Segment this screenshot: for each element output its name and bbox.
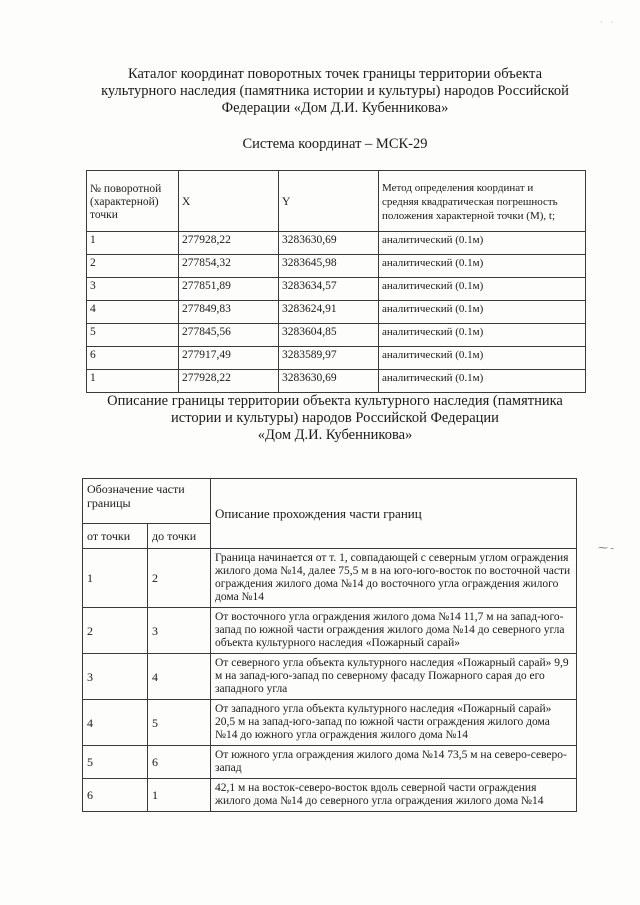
table-row [87, 278, 586, 301]
method: аналитический (0.1м) [379, 347, 586, 370]
segment-description: От южного угла ограждения жилого дома №14 73,5 м на северо-северо-запад [211, 746, 577, 779]
header-to-point: до точки [148, 524, 211, 549]
coord-x: 277928,22 [179, 232, 279, 255]
coord-x: 277928,22 [179, 370, 279, 393]
coord-x: 277845,56 [179, 324, 279, 347]
coord-y: 3283604,85 [279, 324, 379, 347]
description-title-line: «Дом Д.И. Кубенникова» [257, 427, 413, 443]
coordinates-table [86, 170, 586, 393]
table-row [87, 232, 586, 255]
catalog-title-line: Каталог координат поворотных точек границы территории объекта [127, 66, 542, 82]
table-row [87, 255, 586, 278]
point-number: 1 [87, 370, 179, 393]
point-number: 6 [87, 347, 179, 370]
from-point: 4 [83, 700, 148, 746]
to-point: 4 [148, 654, 211, 700]
method: аналитический (0.1м) [379, 232, 586, 255]
header-text: Метод определения координат и [382, 182, 534, 194]
coord-y: 3283589,97 [279, 347, 379, 370]
catalog-title-line: Федерации «Дом Д.И. Кубенникова» [221, 100, 449, 116]
header-y: Y [279, 171, 379, 232]
coord-x: 277854,32 [179, 255, 279, 278]
header-method [379, 171, 586, 232]
header-text: (характерной) [90, 195, 159, 208]
method: аналитический (0.1м) [379, 255, 586, 278]
from-point: 2 [83, 608, 148, 654]
method: аналитический (0.1м) [379, 324, 586, 347]
header-point-number [87, 171, 179, 232]
segment-description: От восточного угла ограждения жилого дома №14 11,7 м на запад-юго-запад по южной части ограждения жилого дома №14 до северного угла объекта культурного наследия «Пожарный сарай» [211, 608, 577, 654]
catalog-title-line: культурного наследия (памятника истории и культуры) народов Российской [101, 83, 569, 99]
description-title-line: истории и культуры) народов Российской Федерации [171, 410, 499, 426]
from-point: 3 [83, 654, 148, 700]
scan-speckles: · · [600, 18, 617, 27]
header-text: положения характерной точки (М), t; [382, 210, 556, 222]
table-row [83, 779, 577, 812]
header-description: Описание прохождения части границ [211, 479, 577, 549]
method: аналитический (0.1м) [379, 301, 586, 324]
method: аналитический (0.1м) [379, 278, 586, 301]
coordinate-system-label: Система координат – МСК-29 [242, 136, 428, 152]
from-point: 5 [83, 746, 148, 779]
to-point: 1 [148, 779, 211, 812]
table-row [87, 301, 586, 324]
table-row [83, 608, 577, 654]
header-text: точки [90, 208, 118, 221]
coord-y: 3283624,91 [279, 301, 379, 324]
description-title-line: Описание границы территории объекта культурного наследия (памятника [107, 393, 563, 409]
header-text: средняя квадратическая погрешность [382, 196, 558, 208]
header-from-point: от точки [83, 524, 148, 549]
to-point: 5 [148, 700, 211, 746]
to-point: 3 [148, 608, 211, 654]
coord-x: 277849,83 [179, 301, 279, 324]
boundary-description-table [82, 478, 577, 812]
from-point: 6 [83, 779, 148, 812]
table-row [83, 654, 577, 700]
header-designation: Обозначение части границы [83, 479, 211, 524]
header-text: № поворотной [90, 182, 162, 195]
coord-y: 3283630,69 [279, 232, 379, 255]
table-row [83, 746, 577, 779]
to-point: 6 [148, 746, 211, 779]
segment-description: От северного угла объекта культурного наследия «Пожарный сарай» 9,9 м на запад-юго-запад по северному фасаду Пожарного сарая до его западного угла [211, 654, 577, 700]
to-point: 2 [148, 549, 211, 608]
coord-y: 3283630,69 [279, 370, 379, 393]
segment-description: От западного угла объекта культурного наследия «Пожарный сарай» 20,5 м на запад-юго-запад по южной части ограждения жилого дома №14 до южного угла ограждения жилого дома №14 [211, 700, 577, 746]
point-number: 4 [87, 301, 179, 324]
point-number: 3 [87, 278, 179, 301]
coordinates-header-row [87, 171, 586, 232]
header-x: X [179, 171, 279, 232]
description-header-row [83, 479, 577, 524]
segment-description: Граница начинается от т. 1, совпадающей с северным углом ограждения жилого дома №14, далее 75,5 м в на юго-юго-восток по восточной части ограждения жилого дома №14 до восточного угла ограждения жилого дома №14 [211, 549, 577, 608]
table-row [83, 549, 577, 608]
point-number: 2 [87, 255, 179, 278]
scan-mark: ⁓ - [598, 543, 614, 554]
table-row [87, 347, 586, 370]
description-title [70, 393, 600, 444]
point-number: 5 [87, 324, 179, 347]
method: аналитический (0.1м) [379, 370, 586, 393]
point-number: 1 [87, 232, 179, 255]
table-row [87, 370, 586, 393]
table-row [87, 324, 586, 347]
coord-y: 3283645,98 [279, 255, 379, 278]
segment-description: 42,1 м на восток-северо-восток вдоль северной части ограждения жилого дома №14 до северного угла ограждения жилого дома №14 [211, 779, 577, 812]
catalog-title [70, 66, 600, 117]
table-row [83, 700, 577, 746]
coord-x: 277917,49 [179, 347, 279, 370]
coord-y: 3283634,57 [279, 278, 379, 301]
from-point: 1 [83, 549, 148, 608]
coord-x: 277851,89 [179, 278, 279, 301]
